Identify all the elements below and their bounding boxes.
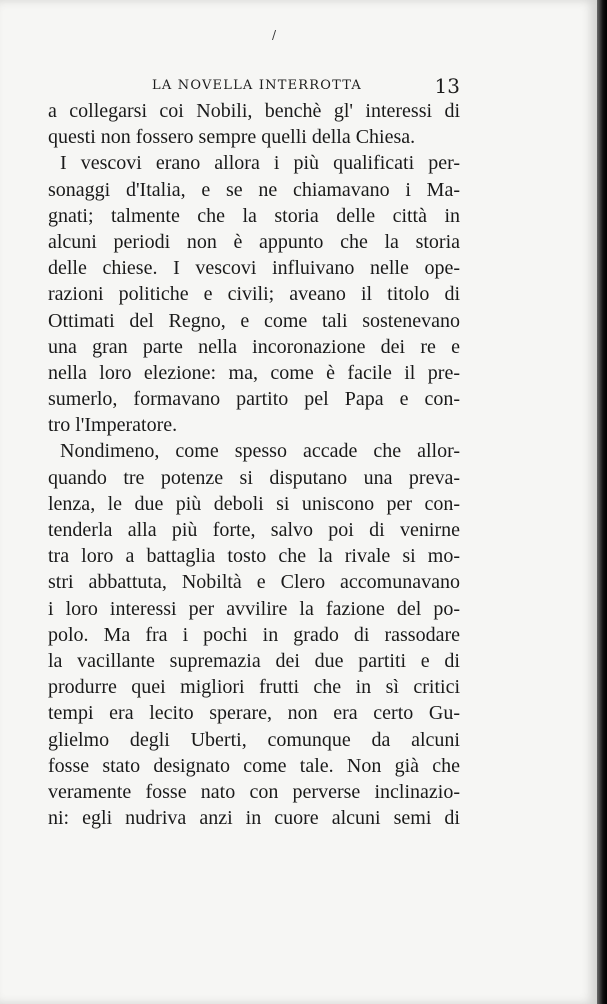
text-line: tempi era lecito sperare, non era certo Gu- [48,702,460,725]
text-line: sumerlo, formavano partito pel Papa e con- [48,388,460,411]
text-line: glielmo degli Uberti, comunque da alcuni [48,728,460,751]
text-line: stri abbattuta, Nobiltà e Clero accomunavano [48,571,460,594]
text-line: alcuni periodi non è appunto che la storia [48,230,460,253]
text-line: a collegarsi coi Nobili, benchè gl' interessi di [48,100,460,122]
text-line: i loro interessi per avvilire la fazione del po- [48,597,460,620]
text-line: I vescovi erano allora i più qualificati per- [60,152,460,175]
text-line: delle chiese. I vescovi influivano nelle ope- [48,257,460,280]
text-line: tra loro a battaglia tosto che la rivale si mo- [48,545,460,568]
text-line: razioni politiche e civili; aveano il titolo di [48,283,460,306]
stray-mark: / [272,28,277,42]
running-title: LA NOVELLA INTERROTTA [152,78,362,93]
text-line: fosse stato designato come tale. Non già che [48,754,460,777]
page-edge-shadow [597,0,607,1004]
body-text [48,98,460,831]
text-line: lenza, le due più deboli si uniscono per con- [48,492,460,515]
text-line: quando tre potenze si disputano una preva- [48,466,460,489]
text-line: la vacillante supremazia dei due partiti e di [48,649,460,672]
text-line: polo. Ma fra i pochi in grado di rassodare [48,623,460,646]
text-line: questi non fossero sempre quelli della Chiesa. [48,126,416,149]
text-line: Nondimeno, come spesso accade che allor- [60,440,460,463]
text-line: nella loro elezione: ma, come è facile il pre- [48,361,460,384]
text-line: una gran parte nella incoronazione dei re e [48,335,460,358]
page-number: 13 [434,74,460,98]
text-line: sonaggi d'Italia, e se ne chiamavano i Ma- [48,178,460,201]
text-line: tenderla alla più forte, salvo poi di venirne [48,519,460,541]
text-line: ni: egli nudriva anzi in cuore alcuni semi di [48,807,460,830]
text-line: tro l'Imperatore. [48,414,178,437]
text-line: produrre quei migliori frutti che in sì critici [48,676,460,699]
text-line: gnati; talmente che la storia delle città in [48,204,460,227]
text-line: Ottimati del Regno, e come tali sostenevano [48,309,460,332]
text-line: veramente fosse nato con perverse inclinazio- [48,780,460,803]
